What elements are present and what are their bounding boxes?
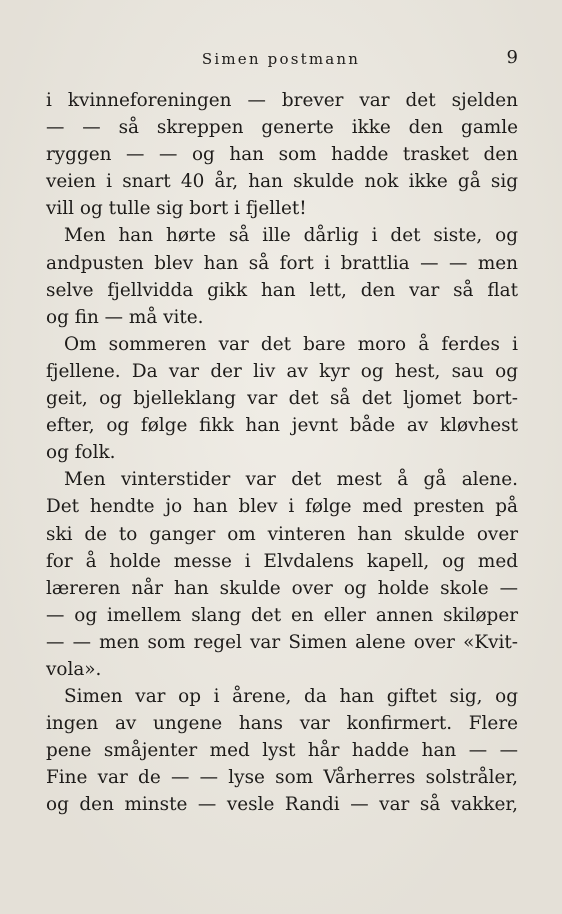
text-line: — — men som regel var Simen alene over «Kvit-	[46, 631, 518, 653]
text-line: for å holde messe i Elvdalens kapell, og med	[46, 550, 518, 572]
text-line: Simen var op i årene, da han giftet sig, og	[64, 686, 518, 708]
text-line: ryggen — — og han som hadde trasket den	[46, 144, 518, 166]
text-line: og folk.	[46, 442, 116, 464]
text-line: Det hendte jo han blev i følge med presten på	[46, 496, 518, 518]
text-line: læreren når han skulde over og holde skole —	[46, 577, 518, 599]
text-line: ingen av ungene hans var konfirmert. Flere	[46, 713, 518, 735]
text-line: pene småjenter med lyst hår hadde han — —	[46, 740, 518, 762]
text-line: vola».	[46, 658, 102, 680]
text-line: Om sommeren var det bare moro å ferdes i	[64, 333, 518, 355]
body-text	[46, 87, 518, 819]
text-line: og fin — må vite.	[46, 306, 204, 328]
text-line: Men vinterstider var det mest å gå alene.	[64, 469, 518, 491]
text-line: i kvinneforeningen — brever var det sjelden	[46, 90, 518, 111]
text-line: ski de to ganger om vinteren han skulde over	[46, 523, 518, 545]
text-line: Men han hørte så ille dårlig i det siste, og	[64, 225, 518, 247]
text-line: vill og tulle sig bort i fjellet!	[46, 198, 307, 220]
text-line: veien i snart 40 år, han skulde nok ikke gå sig	[46, 171, 518, 193]
running-title: Simen postmann	[201, 50, 361, 68]
text-line: — og imellem slang det en eller annen skiløper	[46, 604, 518, 626]
text-line: andpusten blev han så fort i brattlia — — men	[46, 252, 518, 274]
text-line: og den minste — vesle Randi — var så vakker,	[46, 794, 518, 816]
text-line: geit, og bjelleklang var det så det ljomet bort-	[46, 388, 518, 410]
running-head	[0, 47, 562, 74]
text-line: Fine var de — — lyse som Vårherres solstråler,	[46, 767, 518, 789]
text-line: — — så skreppen generte ikke den gamle	[46, 117, 518, 139]
text-line: efter, og følge fikk han jevnt både av kløvhest	[46, 415, 518, 437]
page-number: 9	[506, 47, 518, 68]
text-line: selve fjellvidda gikk han lett, den var så flat	[46, 279, 518, 301]
text-line: fjellene. Da var der liv av kyr og hest, sau og	[46, 360, 518, 382]
